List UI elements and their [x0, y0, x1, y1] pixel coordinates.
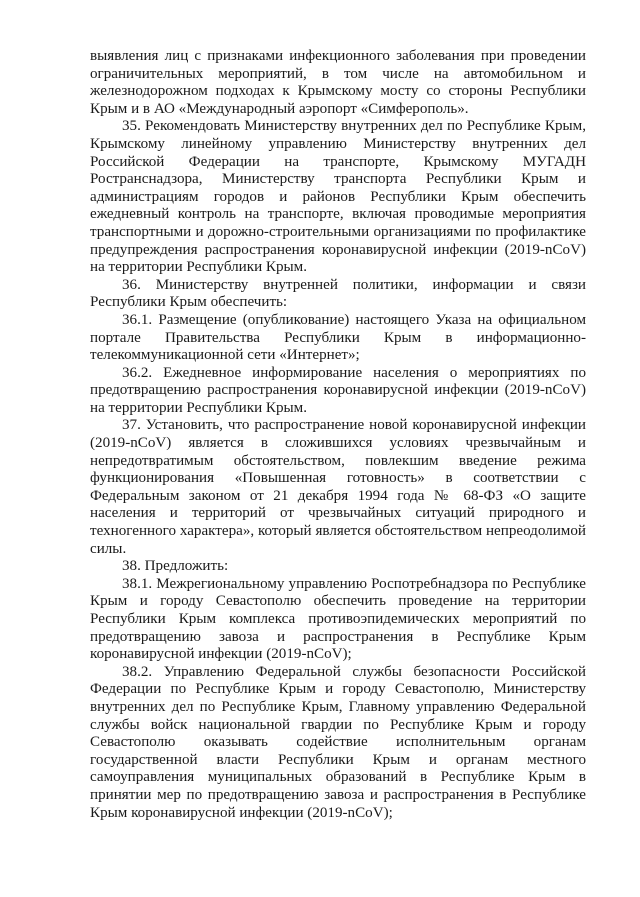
paragraph-continuation: выявления лиц с признаками инфекционного заболевания при проведении ограничительных мероприятий, в том числе на автомобильном и железнодорожном подходах к Крымскому мосту со стороны Республики Крым и в АО «Международный аэропорт «Симферополь». — [90, 48, 586, 117]
paragraph-36: 36. Министерству внутренней политики, информации и связи Республики Крым обеспечить: — [90, 276, 586, 311]
paragraph-38: 38. Предложить: — [122, 558, 229, 575]
paragraph-36-1: 36.1. Размещение (опубликование) настоящего Указа на официальном портале Правительства Республики Крым в информационно-телекоммуникационной сети «Интернет»; — [90, 311, 586, 364]
document-body — [90, 48, 586, 822]
paragraph-38-1: 38.1. Межрегиональному управлению Роспотребнадзора по Республике Крым и городу Севастополю обеспечить проведение на территории Республики Крым комплекса противоэпидемических мероприятий по предотвращению завоза и распространения в Республике Крым коронавирусной инфекции (2019-nCoV); — [90, 575, 586, 663]
paragraph-38-2: 38.2. Управлению Федеральной службы безопасности Российской Федерации по Республике Крым и городу Севастополю, Министерству внутренних дел по Республике Крым, Главному управлению Федеральной службы войск национальной гвардии по Республике Крым и городу Севастополю оказывать содействие исполнительным органам государственной власти Республики Крым и органам местного самоуправления муниципальных образований в Республике Крым в принятии мер по предотвращению завоза и распространения в Республике Крым коронавирусной инфекции (2019-nCoV); — [90, 663, 586, 821]
paragraph-37: 37. Установить, что распространение новой коронавирусной инфекции (2019-nCoV) является в сложившихся условиях чрезвычайным и непредотвратимым обстоятельством, повлекшим введение режима функционирования «Повышенная готовность» в соответствии с Федеральным законом от 21 декабря 1994 года № 68-ФЗ «О защите населения и территорий от чрезвычайных ситуаций природного и техногенного характера», который является обстоятельством непреодолимой силы. — [90, 417, 586, 557]
paragraph-35: 35. Рекомендовать Министерству внутренних дел по Республике Крым, Крымскому линейному управлению Министерству внутренних дел Российской Федерации на транспорте, Крымскому МУГАДН Ространснадзора, Министерству транспорта Республики Крым и администрациям городов и районов Республики Крым обеспечить ежедневный контроль на транспорте, включая проводимые мероприятия транспортными и дорожно-строительными организациями по профилактике предупреждения распространения коронавирусной инфекции (2019-nCoV) на территории Республики Крым. — [90, 118, 586, 276]
paragraph-36-2: 36.2. Ежедневное информирование населения о мероприятиях по предотвращению распространения коронавирусной инфекции (2019-nCoV) на территории Республики Крым. — [90, 364, 586, 416]
